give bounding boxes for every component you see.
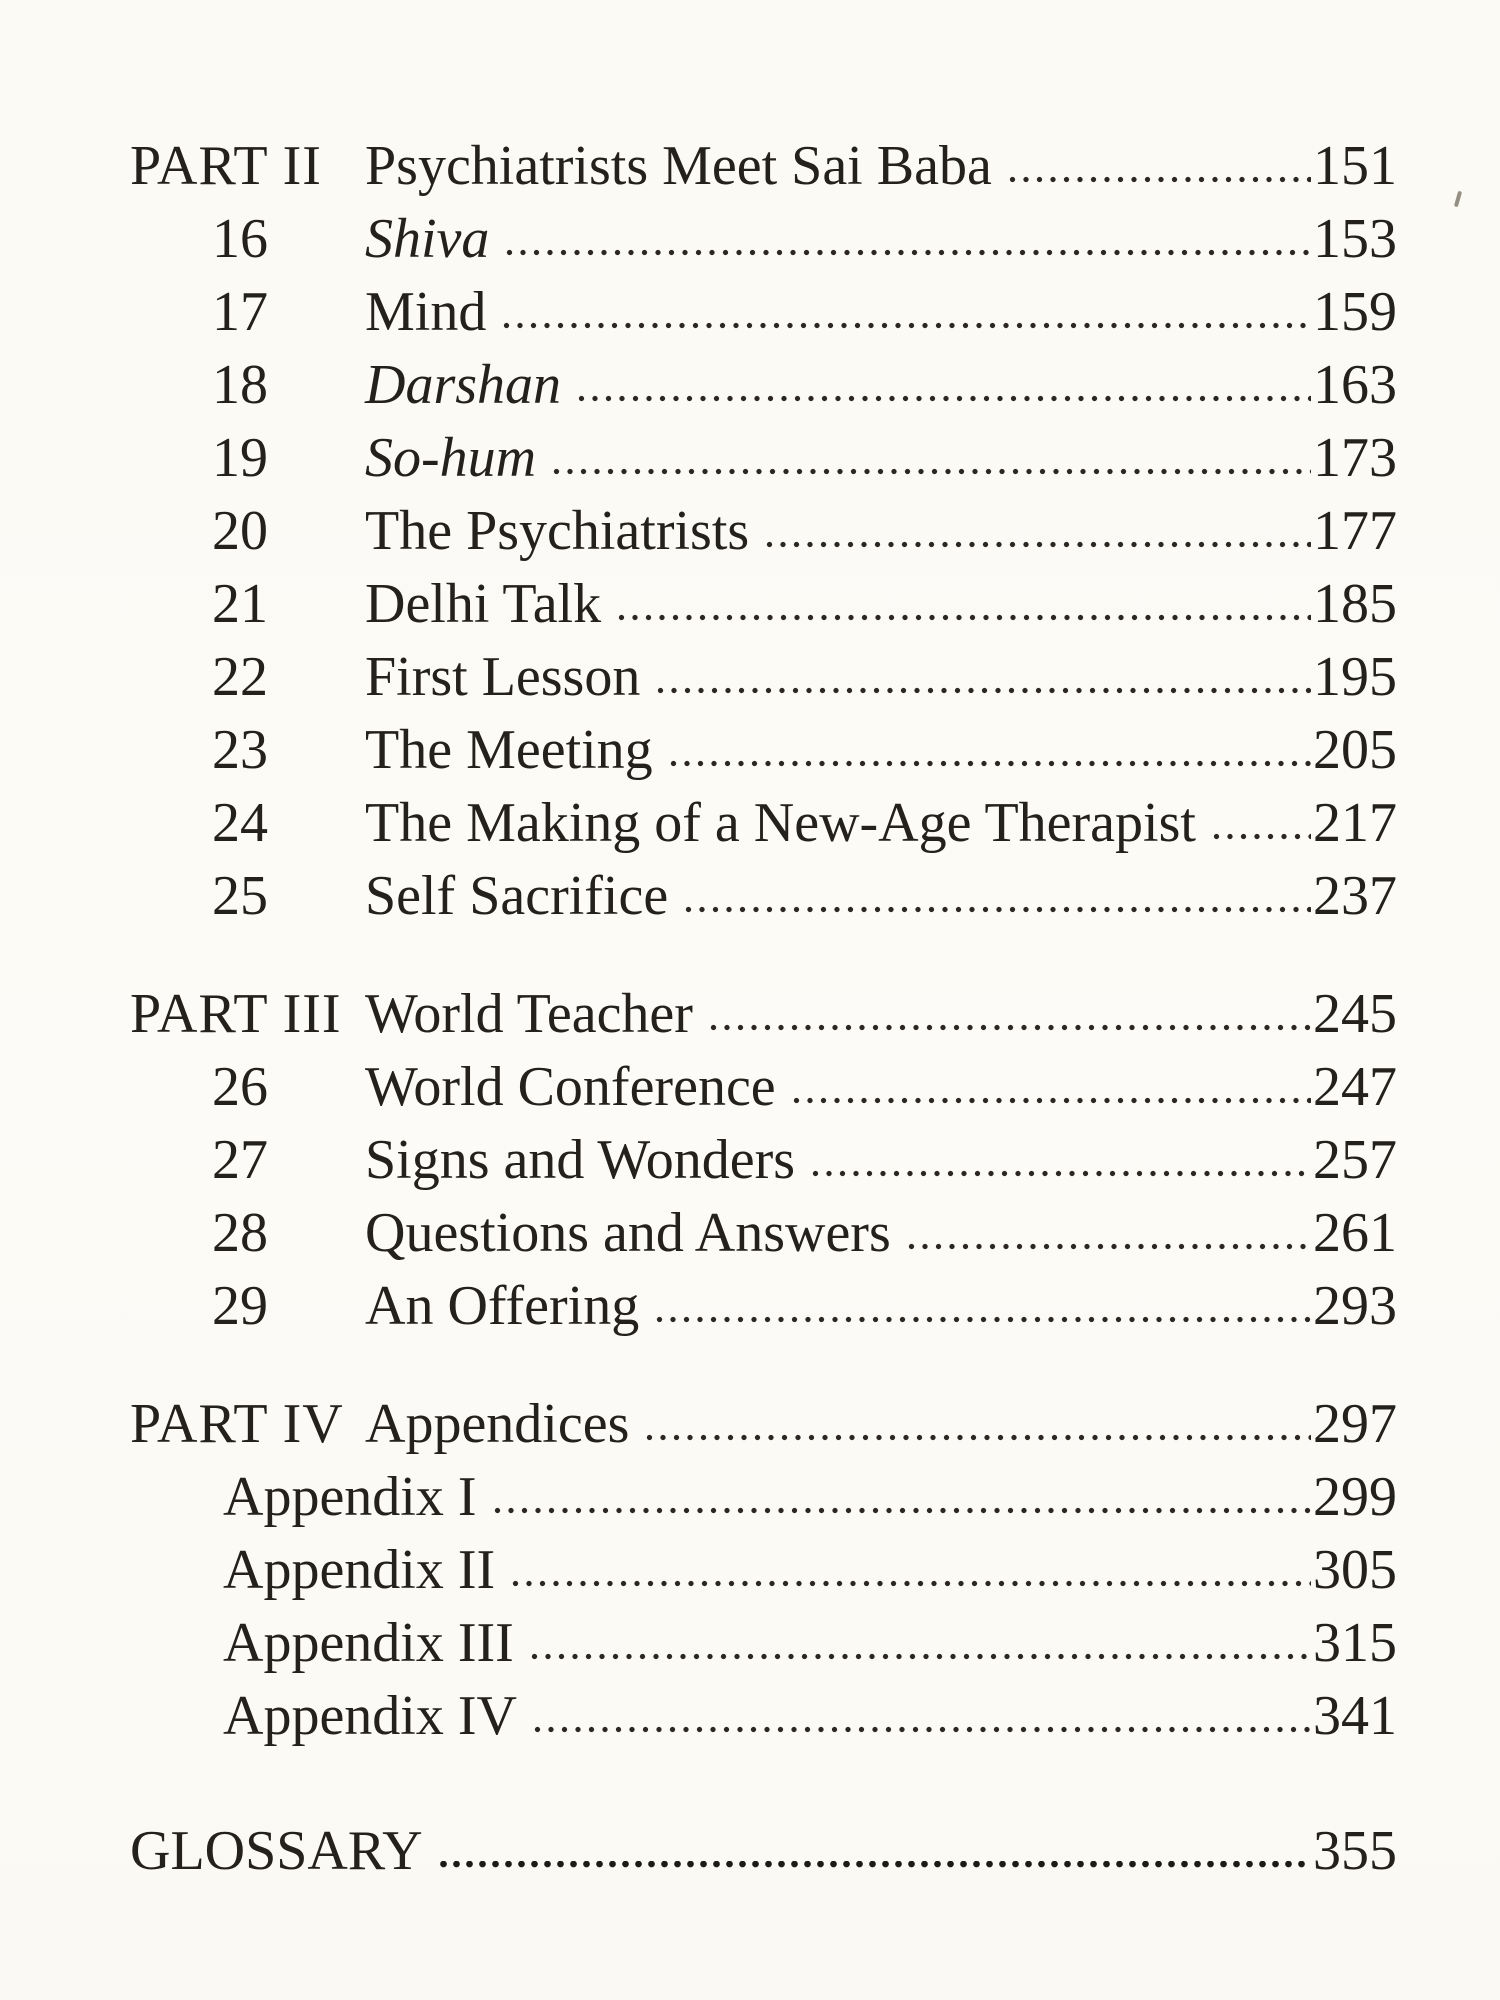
dot-leader [643, 1434, 1311, 1442]
chapter-title: Delhi Talk [365, 573, 602, 635]
dot-leader [790, 1097, 1311, 1105]
chapter-title: An Offering [365, 1275, 640, 1337]
page-number: 163 [1313, 354, 1397, 416]
appendix-title: Appendix III [223, 1612, 514, 1674]
page-number: 237 [1313, 865, 1397, 927]
dot-leader [500, 322, 1311, 330]
dot-leader [531, 1726, 1311, 1734]
appendix-row [130, 1461, 1397, 1534]
chapter-row [130, 349, 1397, 422]
chapter-row [130, 568, 1397, 641]
chapter-number: 29 [212, 1275, 268, 1337]
chapter-row [130, 787, 1397, 860]
page-number: 177 [1313, 500, 1397, 562]
chapter-title: Self Sacrifice [365, 865, 669, 927]
page-number: 355 [1313, 1820, 1397, 1882]
page-number: 261 [1313, 1202, 1397, 1264]
chapter-number: 27 [212, 1129, 268, 1191]
chapter-row [130, 276, 1397, 349]
page-number: 315 [1313, 1612, 1397, 1674]
chapter-title: Darshan [365, 354, 562, 416]
part-row [130, 978, 1397, 1051]
chapter-number: 26 [212, 1056, 268, 1118]
dot-leader [528, 1653, 1311, 1661]
chapter-title: World Conference [365, 1056, 776, 1118]
page-number: 305 [1313, 1539, 1397, 1601]
dot-leader [1210, 833, 1311, 841]
part-row [130, 1388, 1397, 1461]
glossary-title: GLOSSARY [130, 1820, 423, 1882]
chapter-number: 17 [212, 281, 268, 343]
chapter-title: The Making of a New-Age Therapist [365, 792, 1196, 854]
dot-leader [763, 541, 1311, 549]
page-number: 195 [1313, 646, 1397, 708]
page-number: 245 [1313, 983, 1397, 1045]
part-label: PART II [130, 135, 322, 197]
chapter-number: 22 [212, 646, 268, 708]
dot-leader [653, 1316, 1311, 1324]
part-title: World Teacher [365, 983, 693, 1045]
chapter-number: 18 [212, 354, 268, 416]
dot-leader [491, 1507, 1311, 1515]
dot-leader [682, 906, 1311, 914]
chapter-title: First Lesson [365, 646, 641, 708]
dot-leader [809, 1170, 1311, 1178]
page-number: 185 [1313, 573, 1397, 635]
chapter-row [130, 422, 1397, 495]
chapter-title: Shiva [365, 208, 490, 270]
dot-leader [437, 1861, 1311, 1869]
chapter-number: 16 [212, 208, 268, 270]
page-number: 205 [1313, 719, 1397, 781]
part-label: PART III [130, 983, 342, 1045]
dot-leader [509, 1580, 1311, 1588]
page-number: 153 [1313, 208, 1397, 270]
chapter-number: 19 [212, 427, 268, 489]
part-title: Psychiatrists Meet Sai Baba [365, 135, 992, 197]
appendix-row [130, 1534, 1397, 1607]
chapter-row [130, 1197, 1397, 1270]
part-row [130, 130, 1397, 203]
dot-leader [707, 1024, 1311, 1032]
chapter-row [130, 1124, 1397, 1197]
appendix-title: Appendix II [223, 1539, 496, 1601]
chapter-row [130, 1051, 1397, 1124]
dot-leader [550, 468, 1311, 476]
chapter-number: 25 [212, 865, 268, 927]
chapter-title: Questions and Answers [365, 1202, 891, 1264]
page-number: 293 [1313, 1275, 1397, 1337]
chapter-row [130, 641, 1397, 714]
page-number: 217 [1313, 792, 1397, 854]
chapter-number: 21 [212, 573, 268, 635]
chapter-number: 28 [212, 1202, 268, 1264]
appendix-row [130, 1680, 1397, 1753]
appendix-row [130, 1607, 1397, 1680]
page-number: 257 [1313, 1129, 1397, 1191]
page-number: 299 [1313, 1466, 1397, 1528]
dot-leader [615, 614, 1311, 622]
chapter-title: So-hum [365, 427, 537, 489]
chapter-row [130, 495, 1397, 568]
page-number: 341 [1313, 1685, 1397, 1747]
stray-ink-mark [1454, 191, 1462, 207]
page-number: 297 [1313, 1393, 1397, 1455]
dot-leader [654, 687, 1311, 695]
chapter-title: Signs and Wonders [365, 1129, 796, 1191]
chapter-title: Mind [365, 281, 487, 343]
chapter-number: 24 [212, 792, 268, 854]
appendix-title: Appendix I [223, 1466, 477, 1528]
dot-leader [575, 395, 1311, 403]
glossary-row [130, 1815, 1397, 1888]
dot-leader [905, 1243, 1311, 1251]
chapter-title: The Meeting [365, 719, 653, 781]
chapter-row [130, 1270, 1397, 1343]
part-label: PART IV [130, 1393, 344, 1455]
page-number: 159 [1313, 281, 1397, 343]
chapter-number: 20 [212, 500, 268, 562]
page-number: 151 [1313, 135, 1397, 197]
chapter-row [130, 203, 1397, 276]
page-number: 247 [1313, 1056, 1397, 1118]
dot-leader [667, 760, 1311, 768]
appendix-title: Appendix IV [223, 1685, 517, 1747]
page-number: 173 [1313, 427, 1397, 489]
dot-leader [1006, 176, 1311, 184]
chapter-row [130, 714, 1397, 787]
dot-leader [503, 249, 1311, 257]
chapter-number: 23 [212, 719, 268, 781]
chapter-row [130, 860, 1397, 933]
part-title: Appendices [365, 1393, 630, 1455]
chapter-title: The Psychiatrists [365, 500, 750, 562]
